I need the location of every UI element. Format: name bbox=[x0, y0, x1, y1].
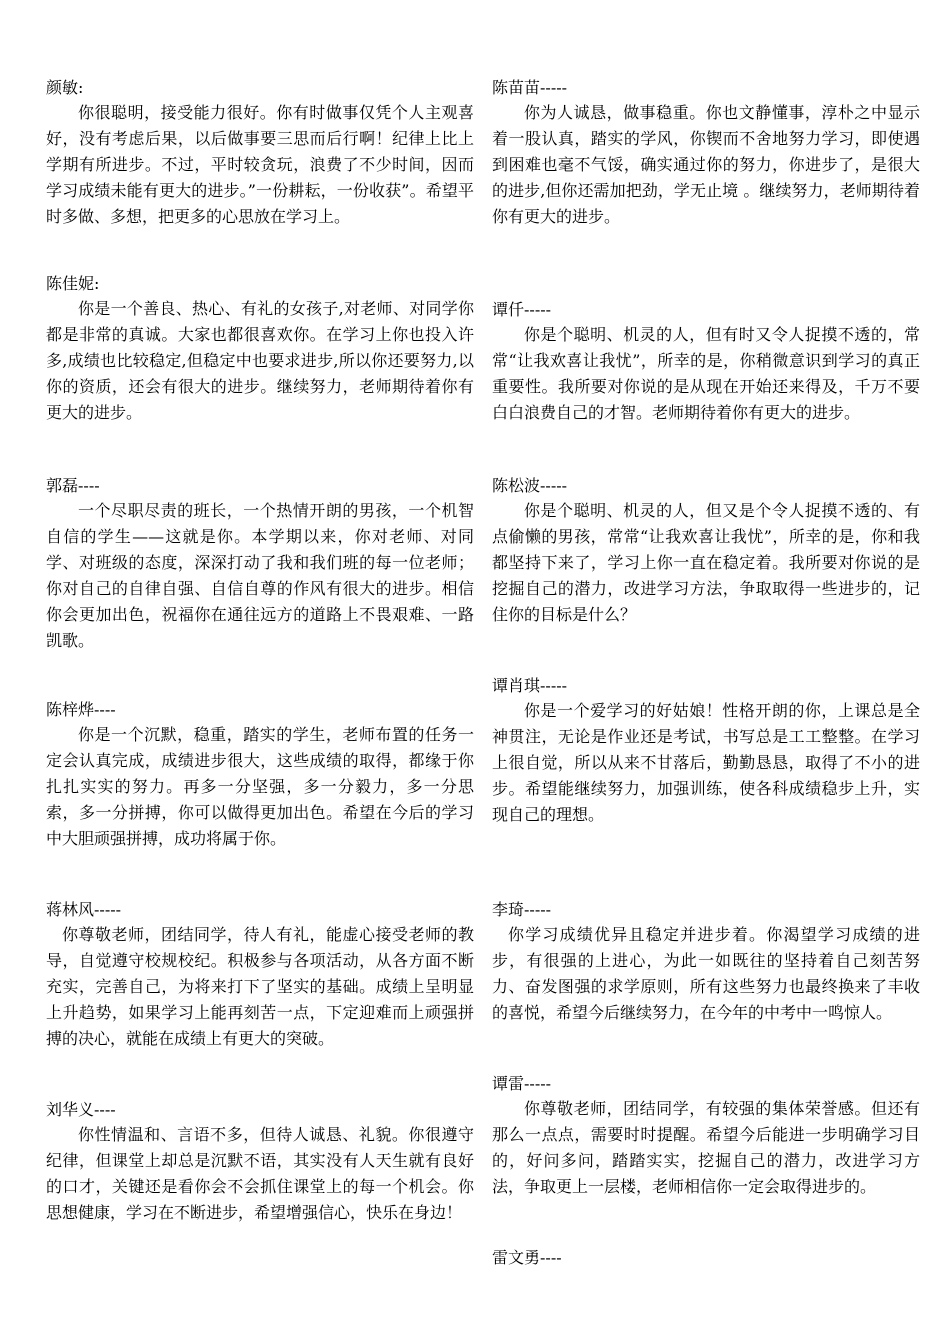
comment-entry-yan-min bbox=[46, 76, 474, 230]
student-name: 陈松波----- bbox=[492, 476, 568, 495]
student-name: 蒋林风----- bbox=[46, 900, 122, 919]
student-name: 李琦----- bbox=[492, 900, 552, 919]
teacher-comment: 你很聪明，接受能力很好。你有时做事仅凭个人主观喜好，没有考虑后果，以后做事要三思而后行啊！纪律上比上学期有所进步。不过，平时较贪玩，浪费了不少时间，因而学习成绩未能有更大的进步。”一份耕耘，一份收获”。希望平时多做、多想，把更多的心思放在学习上。 bbox=[46, 103, 474, 226]
student-name: 雷文勇---- bbox=[492, 1248, 562, 1267]
student-name: 陈佳妮: bbox=[46, 274, 100, 293]
comment-entry-jiang-linfeng bbox=[46, 898, 474, 1052]
student-name: 谭雷----- bbox=[492, 1074, 552, 1093]
student-name: 陈梓烨---- bbox=[46, 700, 116, 719]
teacher-comment: 你是个聪明、机灵的人，但又是个令人捉摸不透的、有点偷懒的男孩，常常“让我欢喜让我忧”，所幸的是，你和我都坚持下来了，学习上你一直在稳定着。我所要对你说的是挖掘自己的潜力，改进学习方法，争取取得一些进步的，记住你的目标是什么？ bbox=[492, 501, 920, 624]
teacher-comment: 你尊敬老师，团结同学，待人有礼，能虚心接受老师的教导，自觉遵守校规校纪。积极参与各项活动，从各方面不断充实，完善自己，为将来打下了坚实的基础。成绩上呈明显上升趋势，如果学习上能再刻苦一点，下定迎难而上顽强拼搏的决心，就能在成绩上有更大的突破。 bbox=[46, 925, 474, 1048]
teacher-comment: 一个尽职尽责的班长，一个热情开朗的男孩，一个机智自信的学生——这就是你。本学期以来，你对老师、对同学、对班级的态度，深深打动了我和我们班的每一位老师；你对自己的自律自强、自信自尊的作风有很大的进步。相信你会更加出色，祝福你在通往远方的道路上不畏艰难、一路凯歌。 bbox=[46, 501, 474, 650]
comment-entry-chen-miaomiao bbox=[492, 76, 920, 230]
comment-entry-chen-songbo bbox=[492, 474, 920, 628]
teacher-comment: 你为人诚恳，做事稳重。你也文静懂事，淳朴之中显示着一股认真，踏实的学风，你锲而不舍地努力学习，即使遇到困难也毫不气馁，确实通过你的努力，你进步了，是很大的进步,但你还需加把劲，学无止境 。继续努力，老师期待着你有更大的进步。 bbox=[492, 103, 920, 226]
comment-entry-tan-lei bbox=[492, 1072, 920, 1200]
comment-entry-liu-huayi bbox=[46, 1098, 474, 1226]
comment-entry-chen-ziye bbox=[46, 698, 474, 852]
student-name: 刘华义---- bbox=[46, 1100, 116, 1119]
student-name: 陈苗苗----- bbox=[492, 78, 568, 97]
teacher-comment: 你是一个沉默，稳重，踏实的学生，老师布置的任务一定会认真完成，成绩进步很大，这些成绩的取得，都缘于你扎扎实实的努力。再多一分坚强，多一分毅力，多一分思索，多一分拼搏，你可以做得更加出色。希望在今后的学习中大胆顽强拼搏，成功将属于你。 bbox=[46, 725, 474, 848]
comment-entry-chen-jiani bbox=[46, 272, 474, 426]
comment-entry-li-qi bbox=[492, 898, 920, 1026]
comment-entry-guo-lei bbox=[46, 474, 474, 654]
teacher-comment: 你是一个善良、热心、有礼的女孩子,对老师、对同学你都是非常的真诚。大家也都很喜欢你。在学习上你也投入许多,成绩也比较稳定,但稳定中也要求进步,所以你还要努力,以你的资质，还会有很大的进步。继续努力，老师期待着你有更大的进步。 bbox=[46, 299, 474, 422]
comment-entry-lei-wenyong bbox=[492, 1246, 920, 1270]
comment-entry-tan-qian bbox=[492, 298, 920, 426]
teacher-comment: 你尊敬老师，团结同学，有较强的集体荣誉感。但还有那么一点点，需要时时提醒。希望今后能进一步明确学习目的，好问多问，踏踏实实，挖掘自己的潜力，改进学习方法，争取更上一层楼，老师相信你一定会取得进步的。 bbox=[492, 1099, 920, 1196]
student-name: 颜敏: bbox=[46, 78, 84, 97]
teacher-comment: 你性情温和、言语不多，但待人诚恳、礼貌。你很遵守纪律，但课堂上却总是沉默不语，其实没有人天生就有良好的口才，关键还是看你会不会抓住课堂上的每一个机会。你思想健康，学习在不断进步，希望增强信心，快乐在身边！ bbox=[46, 1125, 474, 1222]
teacher-comment: 你是个聪明、机灵的人，但有时又令人捉摸不透的，常常“让我欢喜让我忧”，所幸的是，你稍微意识到学习的真正重要性。我所要对你说的是从现在开始还来得及，千万不要白白浪费自己的才智。老师期待着你有更大的进步。 bbox=[492, 325, 920, 422]
student-name: 谭肖琪----- bbox=[492, 676, 568, 695]
student-name: 郭磊---- bbox=[46, 476, 100, 495]
teacher-comment: 你是一个爱学习的好姑娘！性格开朗的你，上课总是全神贯注，无论是作业还是考试，书写总是工工整整。在学习上很自觉，所以从来不甘落后，勤勤恳恳，取得了不小的进步。希望能继续努力，加强训练，使各科成绩稳步上升，实现自己的理想。 bbox=[492, 701, 920, 824]
comment-entry-tan-xiaoqi bbox=[492, 674, 920, 828]
teacher-comment: 你学习成绩优异且稳定并进步着。你渴望学习成绩的进步，有很强的上进心，为此一如既往的坚持着自己刻苦努力、奋发图强的求学原则，所有这些努力也最终换来了丰收的喜悦，希望今后继续努力，在今年的中考中一鸣惊人。 bbox=[492, 925, 920, 1022]
student-name: 谭仟----- bbox=[492, 300, 552, 319]
